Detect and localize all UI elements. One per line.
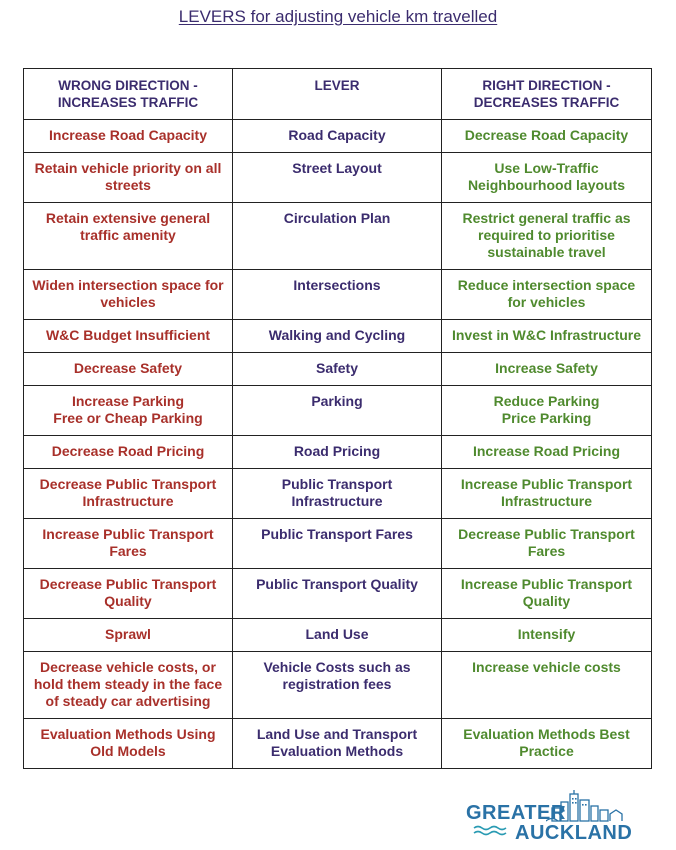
lever-cell: Circulation Plan bbox=[233, 203, 442, 270]
table-row bbox=[24, 719, 652, 769]
page-title: LEVERS for adjusting vehicle km travelled bbox=[178, 7, 498, 26]
wrong-direction-cell: Decrease Safety bbox=[24, 353, 233, 386]
right-direction-cell: Intensify bbox=[442, 619, 652, 652]
table-row bbox=[24, 569, 652, 619]
lever-cell: Safety bbox=[233, 353, 442, 386]
right-direction-cell: Use Low-Traffic Neighbourhood layouts bbox=[442, 153, 652, 203]
table-row bbox=[24, 652, 652, 719]
header-right-direction: RIGHT DIRECTION - DECREASES TRAFFIC bbox=[442, 69, 652, 120]
right-direction-cell: Decrease Road Capacity bbox=[442, 120, 652, 153]
wrong-direction-cell: Increase Parking Free or Cheap Parking bbox=[24, 386, 233, 436]
table-row bbox=[24, 353, 652, 386]
greater-auckland-logo bbox=[466, 790, 638, 844]
wrong-direction-cell: Decrease Public Transport Quality bbox=[24, 569, 233, 619]
right-direction-cell: Evaluation Methods Best Practice bbox=[442, 719, 652, 769]
right-direction-cell: Increase vehicle costs bbox=[442, 652, 652, 719]
waves-icon bbox=[472, 824, 516, 838]
lever-cell: Road Capacity bbox=[233, 120, 442, 153]
lever-cell: Walking and Cycling bbox=[233, 320, 442, 353]
right-direction-cell: Invest in W&C Infrastructure bbox=[442, 320, 652, 353]
lever-cell: Public Transport Quality bbox=[233, 569, 442, 619]
wrong-direction-cell: Retain extensive general traffic amenity bbox=[24, 203, 233, 270]
header-wrong-direction: WRONG DIRECTION - INCREASES TRAFFIC bbox=[24, 69, 233, 120]
logo-line1: GREATER bbox=[466, 802, 566, 824]
wrong-direction-cell: Increase Road Capacity bbox=[24, 120, 233, 153]
right-direction-cell: Increase Public Transport Quality bbox=[442, 569, 652, 619]
lever-cell: Street Layout bbox=[233, 153, 442, 203]
header-lever: LEVER bbox=[233, 69, 442, 120]
table-row bbox=[24, 519, 652, 569]
table-row bbox=[24, 469, 652, 519]
table-row bbox=[24, 619, 652, 652]
lever-cell: Intersections bbox=[233, 270, 442, 320]
right-direction-cell: Reduce intersection space for vehicles bbox=[442, 270, 652, 320]
right-direction-cell: Decrease Public Transport Fares bbox=[442, 519, 652, 569]
right-direction-cell: Increase Road Pricing bbox=[442, 436, 652, 469]
lever-cell: Land Use bbox=[233, 619, 442, 652]
table-row bbox=[24, 153, 652, 203]
table-row bbox=[24, 203, 652, 270]
right-direction-cell: Reduce Parking Price Parking bbox=[442, 386, 652, 436]
table-row bbox=[24, 436, 652, 469]
wrong-direction-cell: W&C Budget Insufficient bbox=[24, 320, 233, 353]
header-row bbox=[24, 69, 652, 120]
lever-cell: Road Pricing bbox=[233, 436, 442, 469]
lever-cell: Land Use and Transport Evaluation Methods bbox=[233, 719, 442, 769]
wrong-direction-cell: Decrease Road Pricing bbox=[24, 436, 233, 469]
lever-cell: Public Transport Fares bbox=[233, 519, 442, 569]
levers-table bbox=[23, 68, 652, 769]
table-row bbox=[24, 270, 652, 320]
wrong-direction-cell: Widen intersection space for vehicles bbox=[24, 270, 233, 320]
table-row bbox=[24, 320, 652, 353]
right-direction-cell: Increase Public Transport Infrastructure bbox=[442, 469, 652, 519]
lever-cell: Public Transport Infrastructure bbox=[233, 469, 442, 519]
wrong-direction-cell: Decrease vehicle costs, or hold them steady in the face of steady car advertising bbox=[24, 652, 233, 719]
wrong-direction-cell: Increase Public Transport Fares bbox=[24, 519, 233, 569]
wrong-direction-cell: Decrease Public Transport Infrastructure bbox=[24, 469, 233, 519]
table-row bbox=[24, 386, 652, 436]
lever-cell: Vehicle Costs such as registration fees bbox=[233, 652, 442, 719]
table-row bbox=[24, 120, 652, 153]
lever-cell: Parking bbox=[233, 386, 442, 436]
wrong-direction-cell: Evaluation Methods Using Old Models bbox=[24, 719, 233, 769]
wrong-direction-cell: Retain vehicle priority on all streets bbox=[24, 153, 233, 203]
logo-line2: AUCKLAND bbox=[515, 822, 633, 844]
wrong-direction-cell: Sprawl bbox=[24, 619, 233, 652]
right-direction-cell: Restrict general traffic as required to prioritise sustainable travel bbox=[442, 203, 652, 270]
right-direction-cell: Increase Safety bbox=[442, 353, 652, 386]
